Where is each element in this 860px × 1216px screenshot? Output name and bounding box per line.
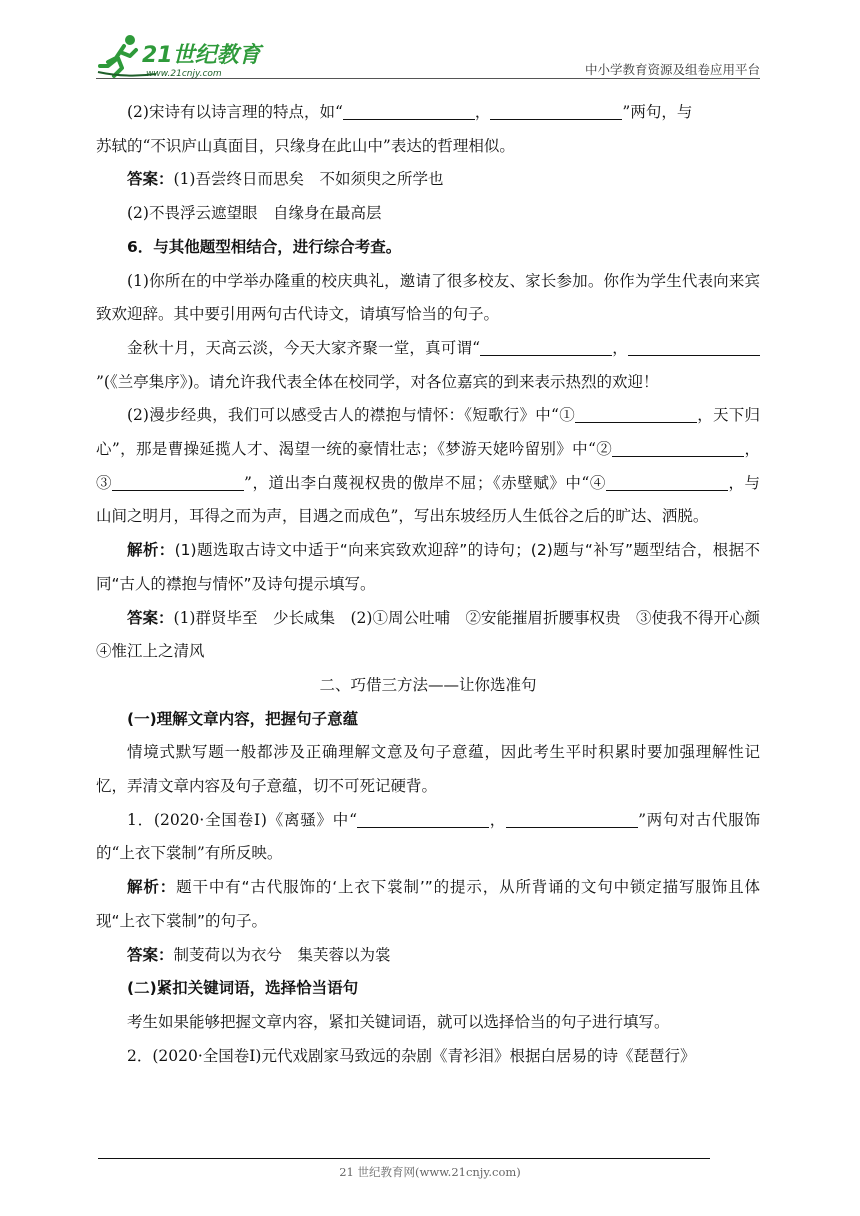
fill-blank[interactable]: [480, 339, 612, 356]
document-body: [96, 96, 776, 1073]
question-paragraph: 金秋十月，天高云淡，今天大家齐聚一堂，真可谓“ ，”(《兰亭集序》)。请允许我代表全体在校同学，对各位嘉宾的到来表示热烈的欢迎！: [96, 332, 760, 399]
fill-blank[interactable]: [490, 104, 622, 121]
fill-blank[interactable]: [612, 441, 744, 458]
question-paragraph: (2)漫步经典，我们可以感受古人的襟抱与情怀：《短歌行》中“① ，天下归心”，那是曹操延揽人才、渴望一统的豪情壮志；《梦游天姥吟留别》中“② ，③ ”，道出李白蔑视权贵的傲岸不屈；《赤壁赋》中“④ ，与山间之明月，耳得之而为声，目遇之而成色”，写出东坡经历人生低谷之后的旷达、洒脱。: [96, 406, 760, 526]
fill-blank[interactable]: [112, 474, 244, 491]
header-divider: [96, 78, 760, 79]
running-man-logo-icon: [96, 32, 266, 80]
fill-blank[interactable]: [506, 811, 638, 828]
subsection-heading: (一)理解文章内容，把握句子意蕴: [127, 709, 359, 728]
body-paragraph: 情境式默写题一般都涉及正确理解文意及句子意蕴，因此考生平时积累时要加强理解性记忆，弄清文章内容及句子意蕴，切不可死记硬背。: [96, 743, 760, 796]
fill-blank[interactable]: [575, 407, 697, 424]
site-logo: [96, 32, 266, 80]
question-line: (2)宋诗有以诗言理的特点，如“ ， ”两句，与: [127, 103, 693, 121]
answer-paragraph: 答案：(1)群贤毕至 少长咸集 (2)①周公吐哺 ②安能摧眉折腰事权贵 ③使我不得开心颜 ④惟江上之清风: [96, 608, 776, 661]
answer-line: 答案：制芰荷以为衣兮 集芙蓉以为裳: [127, 945, 391, 964]
fill-blank[interactable]: [357, 811, 489, 828]
answer-line: (2)不畏浮云遮望眼 自缘身在最高层: [127, 204, 382, 223]
section-heading: 6．与其他题型相结合，进行综合考查。: [127, 237, 402, 256]
question-line: 苏轼的“不识庐山真面目，只缘身在此山中”表达的哲理相似。: [96, 136, 515, 155]
logo-url: www.21cnjy.com: [146, 69, 222, 79]
logo-text: 21世纪教育: [142, 43, 261, 68]
footer-divider: [98, 1158, 710, 1159]
subsection-heading: (二)紧扣关键词语，选择恰当语句: [127, 979, 359, 998]
question-paragraph: 2．(2020·全国卷Ⅰ)元代戏剧家马致远的杂剧《青衫泪》根据白居易的诗《琵琶行》: [127, 1046, 696, 1065]
question-paragraph: 1．(2020·全国卷Ⅰ)《离骚》中“ ， ”两句对古代服饰的“上衣下裳制”有所反映。: [96, 810, 760, 863]
fill-blank[interactable]: [606, 474, 728, 491]
header-tagline: 中小学教育资源及组卷应用平台: [584, 62, 760, 77]
footer-text: 21 世纪教育网(www.21cnjy.com): [339, 1165, 521, 1179]
answer-line: 答案：(1)吾尝终日而思矣 不如须臾之所学也: [127, 170, 444, 189]
fill-blank[interactable]: [628, 339, 760, 356]
section-title: 二、巧借三方法——让你选准句: [319, 675, 537, 694]
question-paragraph: (1)你所在的中学举办隆重的校庆典礼，邀请了很多校友、家长参加。你作为学生代表向来宾致欢迎辞。其中要引用两句古代诗文，请填写恰当的句子。: [96, 271, 760, 324]
fill-blank[interactable]: [343, 104, 475, 121]
analysis-paragraph: 解析：(1)题选取古诗文中适于“向来宾致欢迎辞”的诗句；(2)题与“补写”题型结合，根据不同“古人的襟抱与情怀”及诗句提示填写。: [96, 541, 760, 593]
analysis-paragraph: 解析：题干中有“古代服饰的‘上衣下裳制’”的提示，从所背诵的文句中锁定描写服饰且体现“上衣下裳制”的句子。: [96, 878, 760, 930]
page-header: [96, 32, 760, 82]
body-paragraph: 考生如果能够把握文章内容，紧扣关键词语，就可以选择恰当的句子进行填写。: [127, 1012, 670, 1031]
